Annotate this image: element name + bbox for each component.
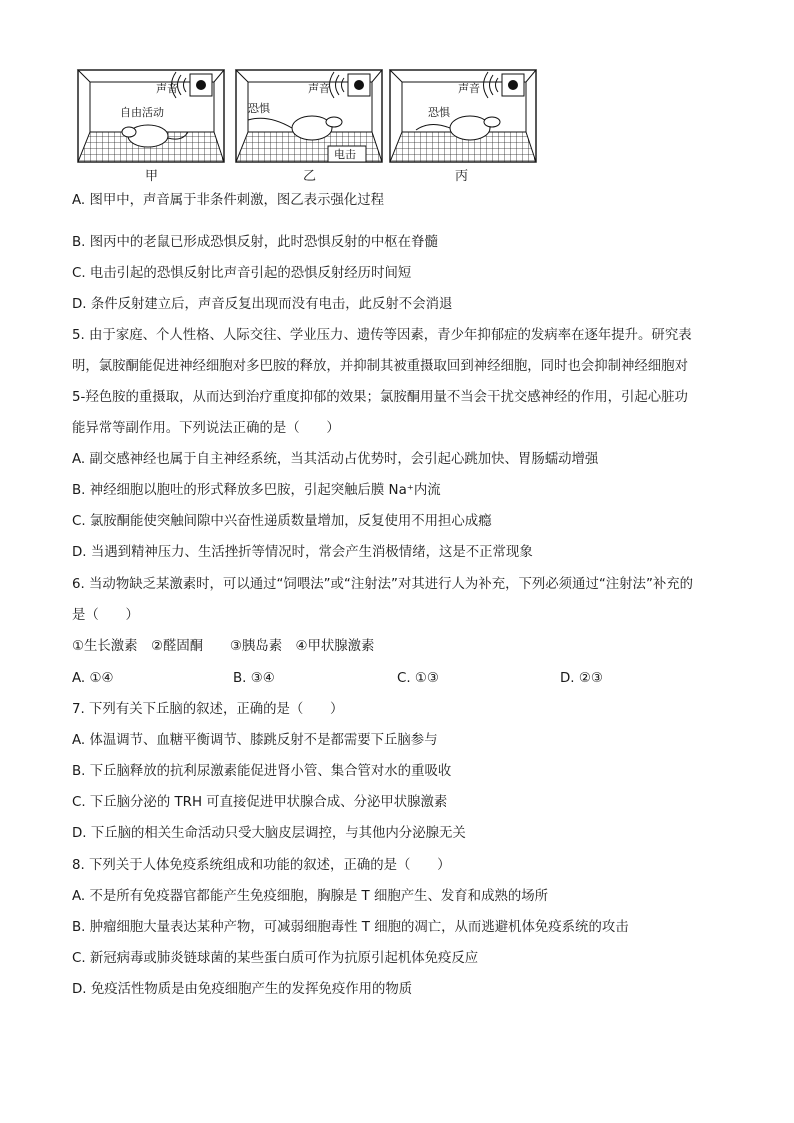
- panel-jia: [78, 70, 224, 162]
- q5-stem-line: 明，氯胺酮能促进神经细胞对多巴胺的释放，并抑制其被重摄取回到神经细胞，同时也会抑制神经细胞对: [72, 359, 688, 374]
- q7-option-b: B. 下丘脑释放的抗利尿激素能促进肾小管、集合管对水的重吸收: [72, 764, 452, 779]
- q8-option-d: D. 免疫活性物质是由免疫细胞产生的发挥免疫作用的物质: [72, 982, 413, 997]
- q7-option-d: D. 下丘脑的相关生命活动只受大脑皮层调控，与其他内分泌腺无关: [72, 826, 466, 841]
- sound-label: 声音: [308, 82, 330, 95]
- q5-stem-line: 5. 由于家庭、个人性格、人际交往、学业压力、遗传等因素，青少年抑郁症的发病率在逐年提升。研究表: [72, 328, 692, 343]
- q7-option-a: A. 体温调节、血糖平衡调节、膝跳反射不是都需要下丘脑参与: [72, 733, 438, 748]
- state-label: 自由活动: [120, 106, 164, 119]
- q4-option-b: B. 图丙中的老鼠已形成恐惧反射，此时恐惧反射的中枢在脊髓: [72, 235, 438, 250]
- q4-option-d: D. 条件反射建立后，声音反复出现而没有电击，此反射不会消退: [72, 297, 453, 312]
- q5-option-b: B. 神经细胞以胞吐的形式释放多巴胺，引起突触后膜 Na⁺内流: [72, 483, 441, 498]
- q5-option-d: D. 当遇到精神压力、生活挫折等情况时，常会产生消极情绪，这是不正常现象: [72, 545, 533, 560]
- q5-option-a: A. 副交感神经也属于自主神经系统，当其活动占优势时，会引起心跳加快、胃肠蠕动增强: [72, 452, 599, 467]
- q5-stem-line: 能异常等副作用。下列说法正确的是（ ）: [72, 421, 340, 436]
- q6-stem-line: 6. 当动物缺乏某激素时，可以通过“饲喂法”或“注射法”对其进行人为补充，下列必须通过“注射法”补充的: [72, 577, 694, 592]
- q4-option-c: C. 电击引起的恐惧反射比声音引起的恐惧反射经历时间短: [72, 266, 412, 281]
- panel-yi: [236, 70, 382, 162]
- state-label: 恐惧: [248, 102, 270, 115]
- q6-option-a: A. ①④: [72, 671, 114, 686]
- state-label: 恐惧: [428, 106, 450, 119]
- q5-stem-line: 5-羟色胺的重摄取，从而达到治疗重度抑郁的效果；氯胺酮用量不当会干扰交感神经的作用，引起心脏功: [72, 390, 688, 405]
- q6-option-c: C. ①③: [397, 671, 439, 686]
- panel-label-bing: 丙: [455, 169, 469, 184]
- q4-option-a: A. 图甲中，声音属于非条件刺激，图乙表示强化过程: [72, 193, 385, 208]
- q8-option-a: A. 不是所有免疫器官都能产生免疫细胞，胸腺是 T 细胞产生、发育和成熟的场所: [72, 889, 549, 904]
- q6-option-b: B. ③④: [233, 671, 275, 686]
- q7-option-c: C. 下丘脑分泌的 TRH 可直接促进甲状腺合成、分泌甲状腺激素: [72, 795, 448, 810]
- q8-stem: 8. 下列关于人体免疫系统组成和功能的叙述，正确的是（ ）: [72, 858, 451, 873]
- q8-option-c: C. 新冠病毒或肺炎链球菌的某些蛋白质可作为抗原引起机体免疫反应: [72, 951, 479, 966]
- shock-label: 电击: [334, 148, 356, 161]
- q6-stem-line: 是（ ）: [72, 608, 139, 623]
- q7-stem: 7. 下列有关下丘脑的叙述，正确的是（ ）: [72, 702, 344, 717]
- q8-option-b: B. 肿瘤细胞大量表达某种产物，可减弱细胞毒性 T 细胞的凋亡，从而逃避机体免疫系统的攻击: [72, 920, 629, 935]
- sound-label: 声音: [458, 82, 480, 95]
- q5-option-c: C. 氯胺酮能使突触间隙中兴奋性递质数量增加，反复使用不用担心成瘾: [72, 514, 492, 529]
- panel-label-jia: 甲: [145, 169, 159, 184]
- q6-option-d: D. ②③: [560, 671, 603, 686]
- panel-label-yi: 乙: [303, 169, 317, 184]
- sound-label: 声音: [156, 82, 178, 95]
- q6-items: ①生长激素 ②醛固酮 ③胰岛素 ④甲状腺激素: [72, 639, 375, 654]
- panel-bing: [390, 70, 536, 162]
